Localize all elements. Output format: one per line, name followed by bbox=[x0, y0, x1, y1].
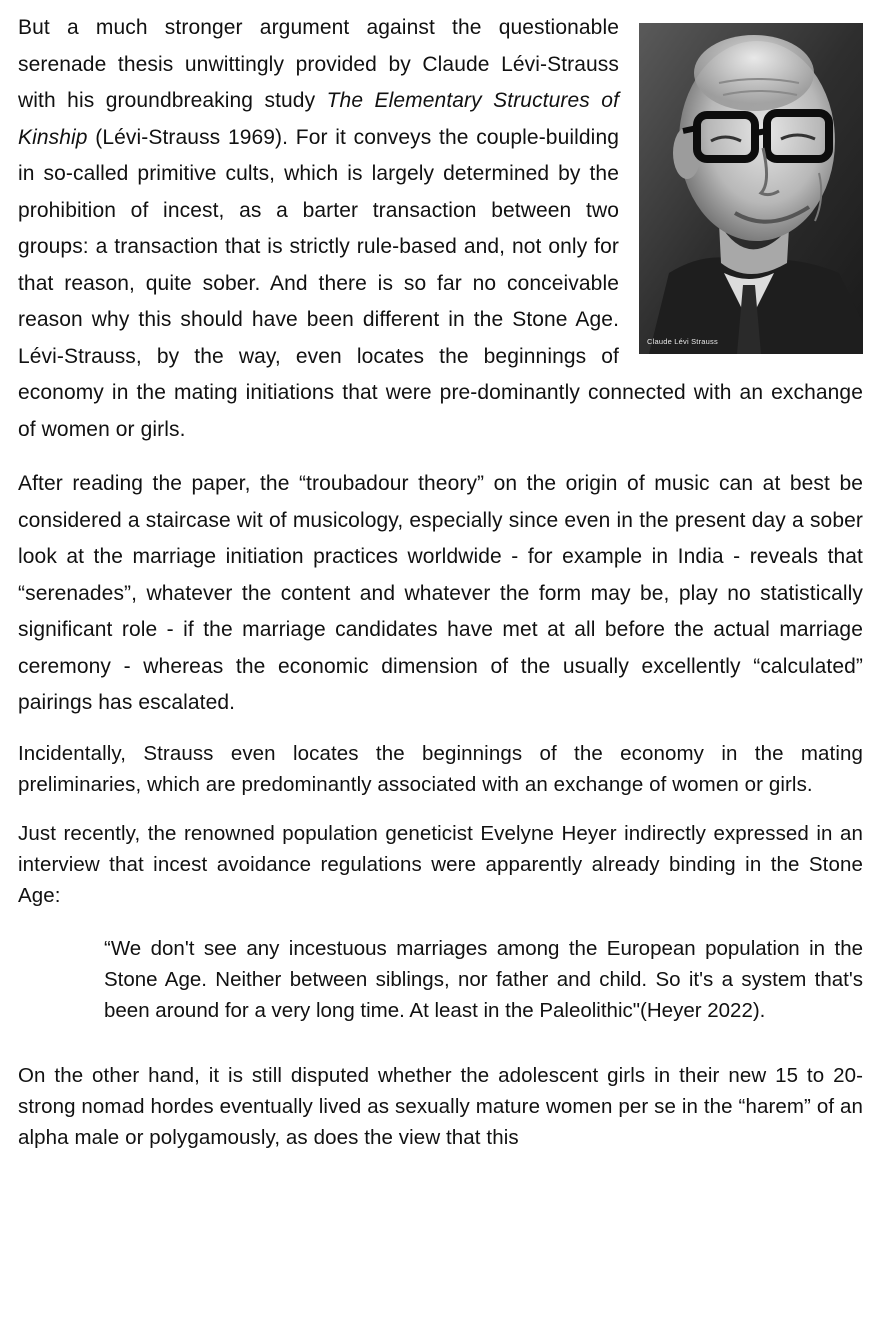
photo-caption: Claude Lévi Strauss bbox=[647, 337, 718, 346]
portrait-photo bbox=[639, 23, 863, 354]
paragraph-1-text-b: (Lévi-Strauss 1969). For it conveys the couple-building in so-called primitive cults, which is largely determined by the prohibition of incest, as a barter transaction between two groups: a transaction that is strictly rule-based and, not only for that reason, quite sober. And there is so far no conceivable reason why this should have been different in the Stone Age. Lévi-Strauss, by the way, even locates the beginnings of economy in the mating initiations that were pre-dominantly connected with an exchange of women or girls. bbox=[18, 125, 863, 441]
paragraph-4: Just recently, the renowned population geneticist Evelyne Heyer indirectly expressed in an interview that incest avoidance regulations were apparently already binding in the Stone Age: bbox=[18, 821, 863, 907]
paragraph-5: On the other hand, it is still disputed whether the adolescent girls in their new 15 to 20-strong nomad hordes eventually lived as sexually mature women per se in the “harem” of an alpha male or polygamously, as does the view that this bbox=[18, 1063, 863, 1149]
document-page bbox=[18, 10, 863, 1153]
paragraph-1-text-a: But a much stronger argument against the questionable serenade thesis unwittingly provided by Claude Lévi-Strauss with his groundbreaking study bbox=[18, 16, 619, 112]
portrait-image bbox=[639, 23, 863, 354]
paragraph-2: After reading the paper, the “troubadour theory” on the origin of music can at best be considered a staircase wit of musicology, especially since even in the present day a sober look at the marriage initiation practices worldwide - for example in India - reveals that “serenades”, whatever the content and whatever the form may be, play no statistically significant role - if the marriage candidates have met at all before the actual marriage ceremony - whereas the economic dimension of the usually excellently “calculated” pairings has escalated. bbox=[18, 472, 863, 714]
block-quote: “We don't see any incestuous marriages among the European population in the Stone Age. Neither between siblings, nor father and child. So it's a system that's been around for a very long time. At least in the Paleolithic"(Heyer 2022). bbox=[104, 936, 863, 1022]
book-title: The Elementary Structures of Kinship bbox=[18, 89, 619, 149]
paragraph-3: Incidentally, Strauss even locates the beginnings of the economy in the mating preliminaries, which are predominantly associated with an exchange of women or girls. bbox=[18, 741, 863, 796]
